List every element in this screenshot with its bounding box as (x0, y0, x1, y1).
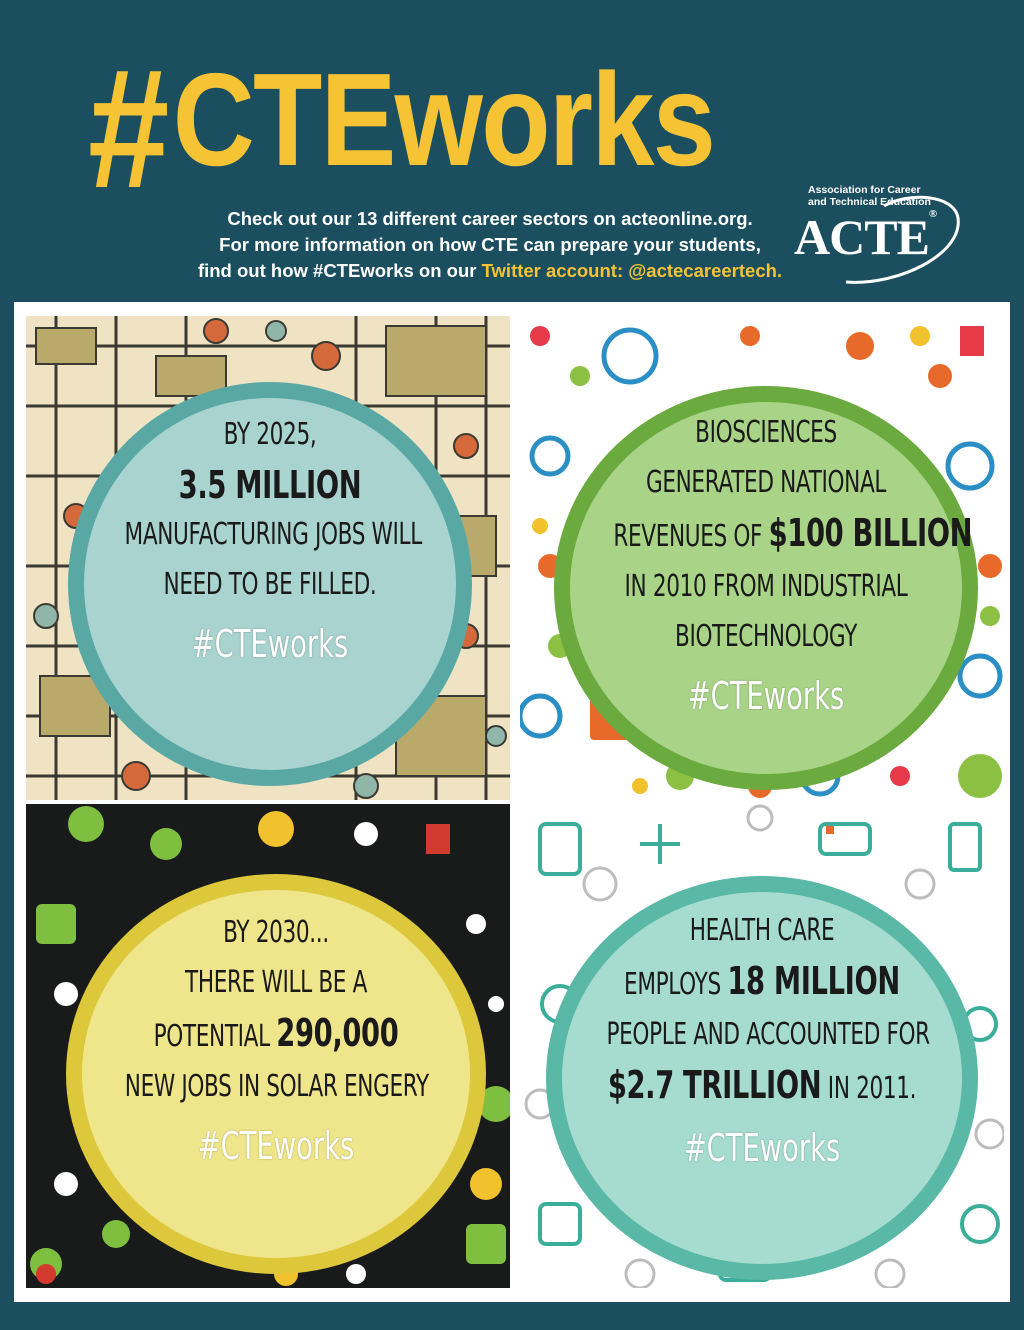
acte-logo (788, 184, 968, 286)
stat-highlight: $100 BILLION (768, 511, 973, 555)
stat-line-suffix: IN 2011. (821, 1071, 917, 1106)
stat-text-manufacturing (124, 410, 422, 672)
stat-line: NEW JOBS IN SOLAR ENGERY (124, 1069, 429, 1104)
stat-line-prefix: POTENTIAL (153, 1019, 277, 1054)
stat-line: BY 2025, (223, 417, 317, 452)
stat-line: PEOPLE AND ACCOUNTED FOR (606, 1017, 930, 1052)
hashtag-label: #CTEworks (683, 1126, 841, 1170)
panel-biosciences (520, 316, 1004, 800)
stat-line: NEED TO BE FILLED. (163, 567, 377, 602)
subtitle-line-2: For more information on how CTE can prepare your students, (219, 234, 761, 255)
stat-line: IN 2010 FROM INDUSTRIAL (624, 569, 908, 604)
subtitle-line-1: Check out our 13 different career sectors on acteonline.org. (227, 208, 753, 229)
panel-manufacturing (26, 316, 510, 800)
stat-text-health (606, 906, 930, 1176)
stat-line (613, 508, 973, 562)
stat-line: MANUFACTURING JOBS WILL (124, 517, 422, 552)
stat-text-biosciences (613, 408, 973, 724)
twitter-link[interactable]: Twitter account: @actecareertech. (481, 260, 783, 281)
stat-line: BIOTECHNOLOGY (675, 619, 857, 654)
logo-assoc-line-2: and Technical Education (808, 196, 931, 208)
panel-health (520, 804, 1004, 1288)
stat-line: GENERATED NATIONAL (645, 465, 887, 500)
header-subtitle (190, 206, 790, 284)
hero-title-hash: # (88, 34, 168, 224)
stat-circle-manufacturing (68, 382, 472, 786)
stat-highlight: 18 MILLION (727, 959, 900, 1003)
logo-assoc-text (808, 184, 958, 208)
hashtag-label: #CTEworks (687, 674, 845, 718)
registered-mark: ® (928, 208, 937, 220)
stat-highlight: 3.5 MILLION (178, 463, 362, 507)
subtitle-line-3 (190, 258, 790, 284)
stat-line: THERE WILL BE A (185, 965, 367, 1000)
logo-wordmark-text: ACTE (794, 209, 929, 265)
stat-line (606, 1060, 917, 1114)
logo-wordmark (794, 208, 936, 266)
stat-line: HEALTH CARE (689, 913, 835, 948)
stat-circle-biosciences (554, 386, 978, 790)
stat-line (125, 1008, 427, 1062)
stat-highlight: 290,000 (276, 1011, 399, 1055)
logo-assoc-line-1: Association for Career (808, 184, 921, 196)
hashtag-label: #CTEworks (191, 622, 349, 666)
panel-solar (26, 804, 510, 1288)
hero-title-text: CTEworks (172, 46, 715, 193)
stat-circle-health (546, 876, 978, 1280)
stat-highlight: $2.7 TRILLION (607, 1063, 822, 1107)
stat-line: BY 2030... (223, 915, 329, 950)
stat-line (606, 956, 917, 1010)
stat-circle-solar (66, 874, 486, 1274)
stat-text-solar (125, 908, 427, 1174)
stat-line-prefix: EMPLOYS (624, 967, 728, 1002)
hashtag-label: #CTEworks (197, 1124, 355, 1168)
stat-line: BIOSCIENCES (695, 415, 837, 450)
stat-line-prefix: REVENUES OF (613, 519, 769, 554)
subtitle-line-3-prefix: find out how #CTEworks on our (197, 260, 482, 281)
